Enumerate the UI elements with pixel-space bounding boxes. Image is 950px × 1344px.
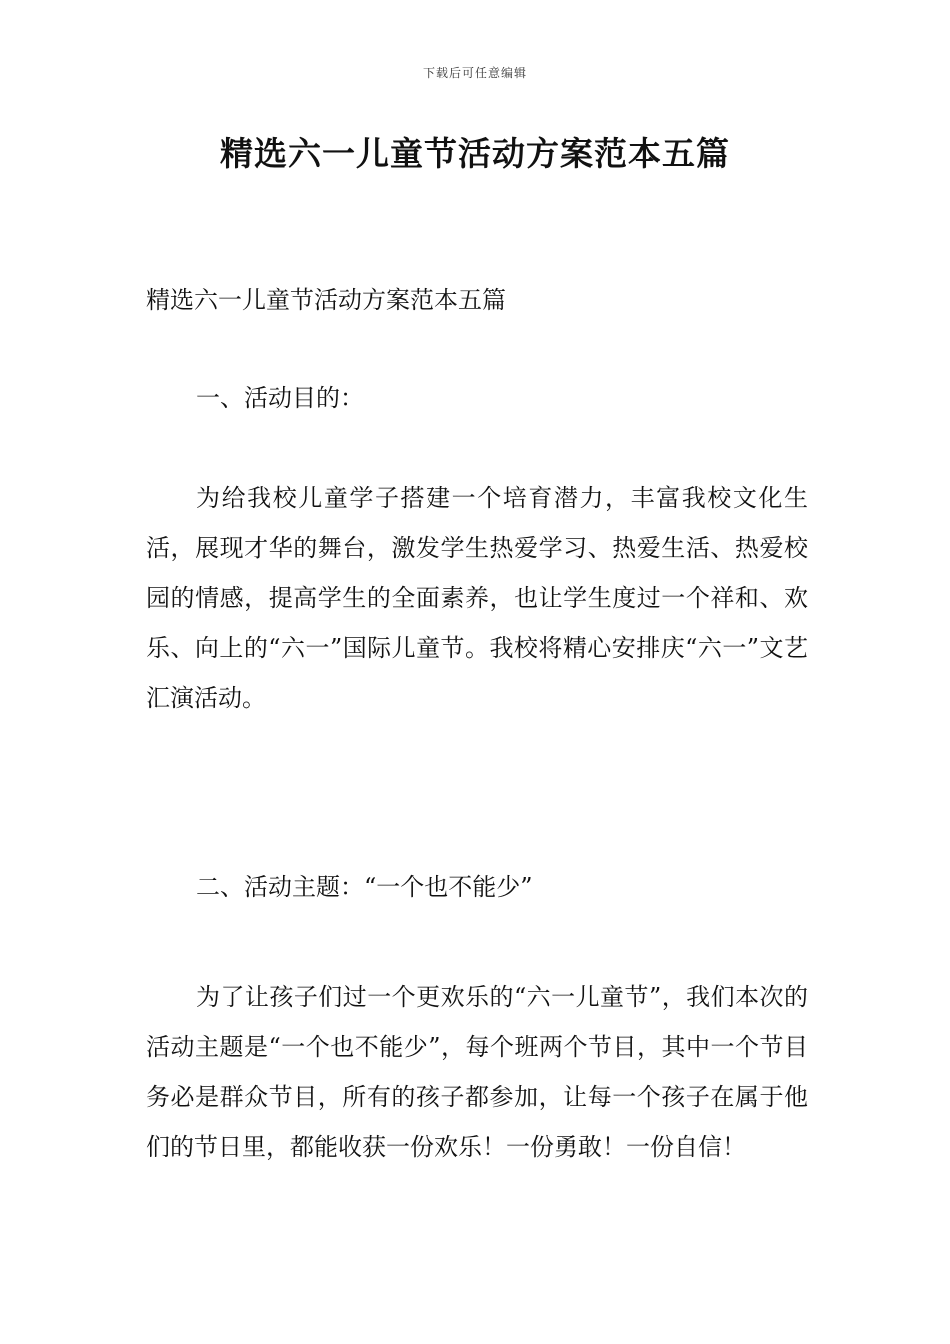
section-heading-purpose: 一、活动目的：	[196, 384, 364, 412]
document-subtitle: 精选六一儿童节活动方案范本五篇	[146, 286, 506, 314]
section-paragraph-theme: 为了让孩子们过一个更欢乐的“六一儿童节”，我们本次的活动主题是“一个也不能少”，每个班两个节目，其中一个节目务必是群众节目，所有的孩子都参加，让每一个孩子在属于他们的节日里，都能收获一份欢乐！一份勇敢！一份自信！	[146, 983, 808, 1161]
section-paragraph-purpose: 为给我校儿童学子搭建一个培育潜力，丰富我校文化生活，展现才华的舞台，激发学生热爱学习、热爱生活、热爱校园的情感，提高学生的全面素养，也让学生度过一个祥和、欢乐、向上的“六一”国际儿童节。我校将精心安排庆“六一”文艺汇演活动。	[146, 484, 808, 712]
document-title: 精选六一儿童节活动方案范本五篇	[220, 134, 730, 173]
section-heading-theme: 二、活动主题：“一个也不能少”	[196, 873, 533, 901]
header-note: 下载后可任意编辑	[422, 66, 527, 80]
